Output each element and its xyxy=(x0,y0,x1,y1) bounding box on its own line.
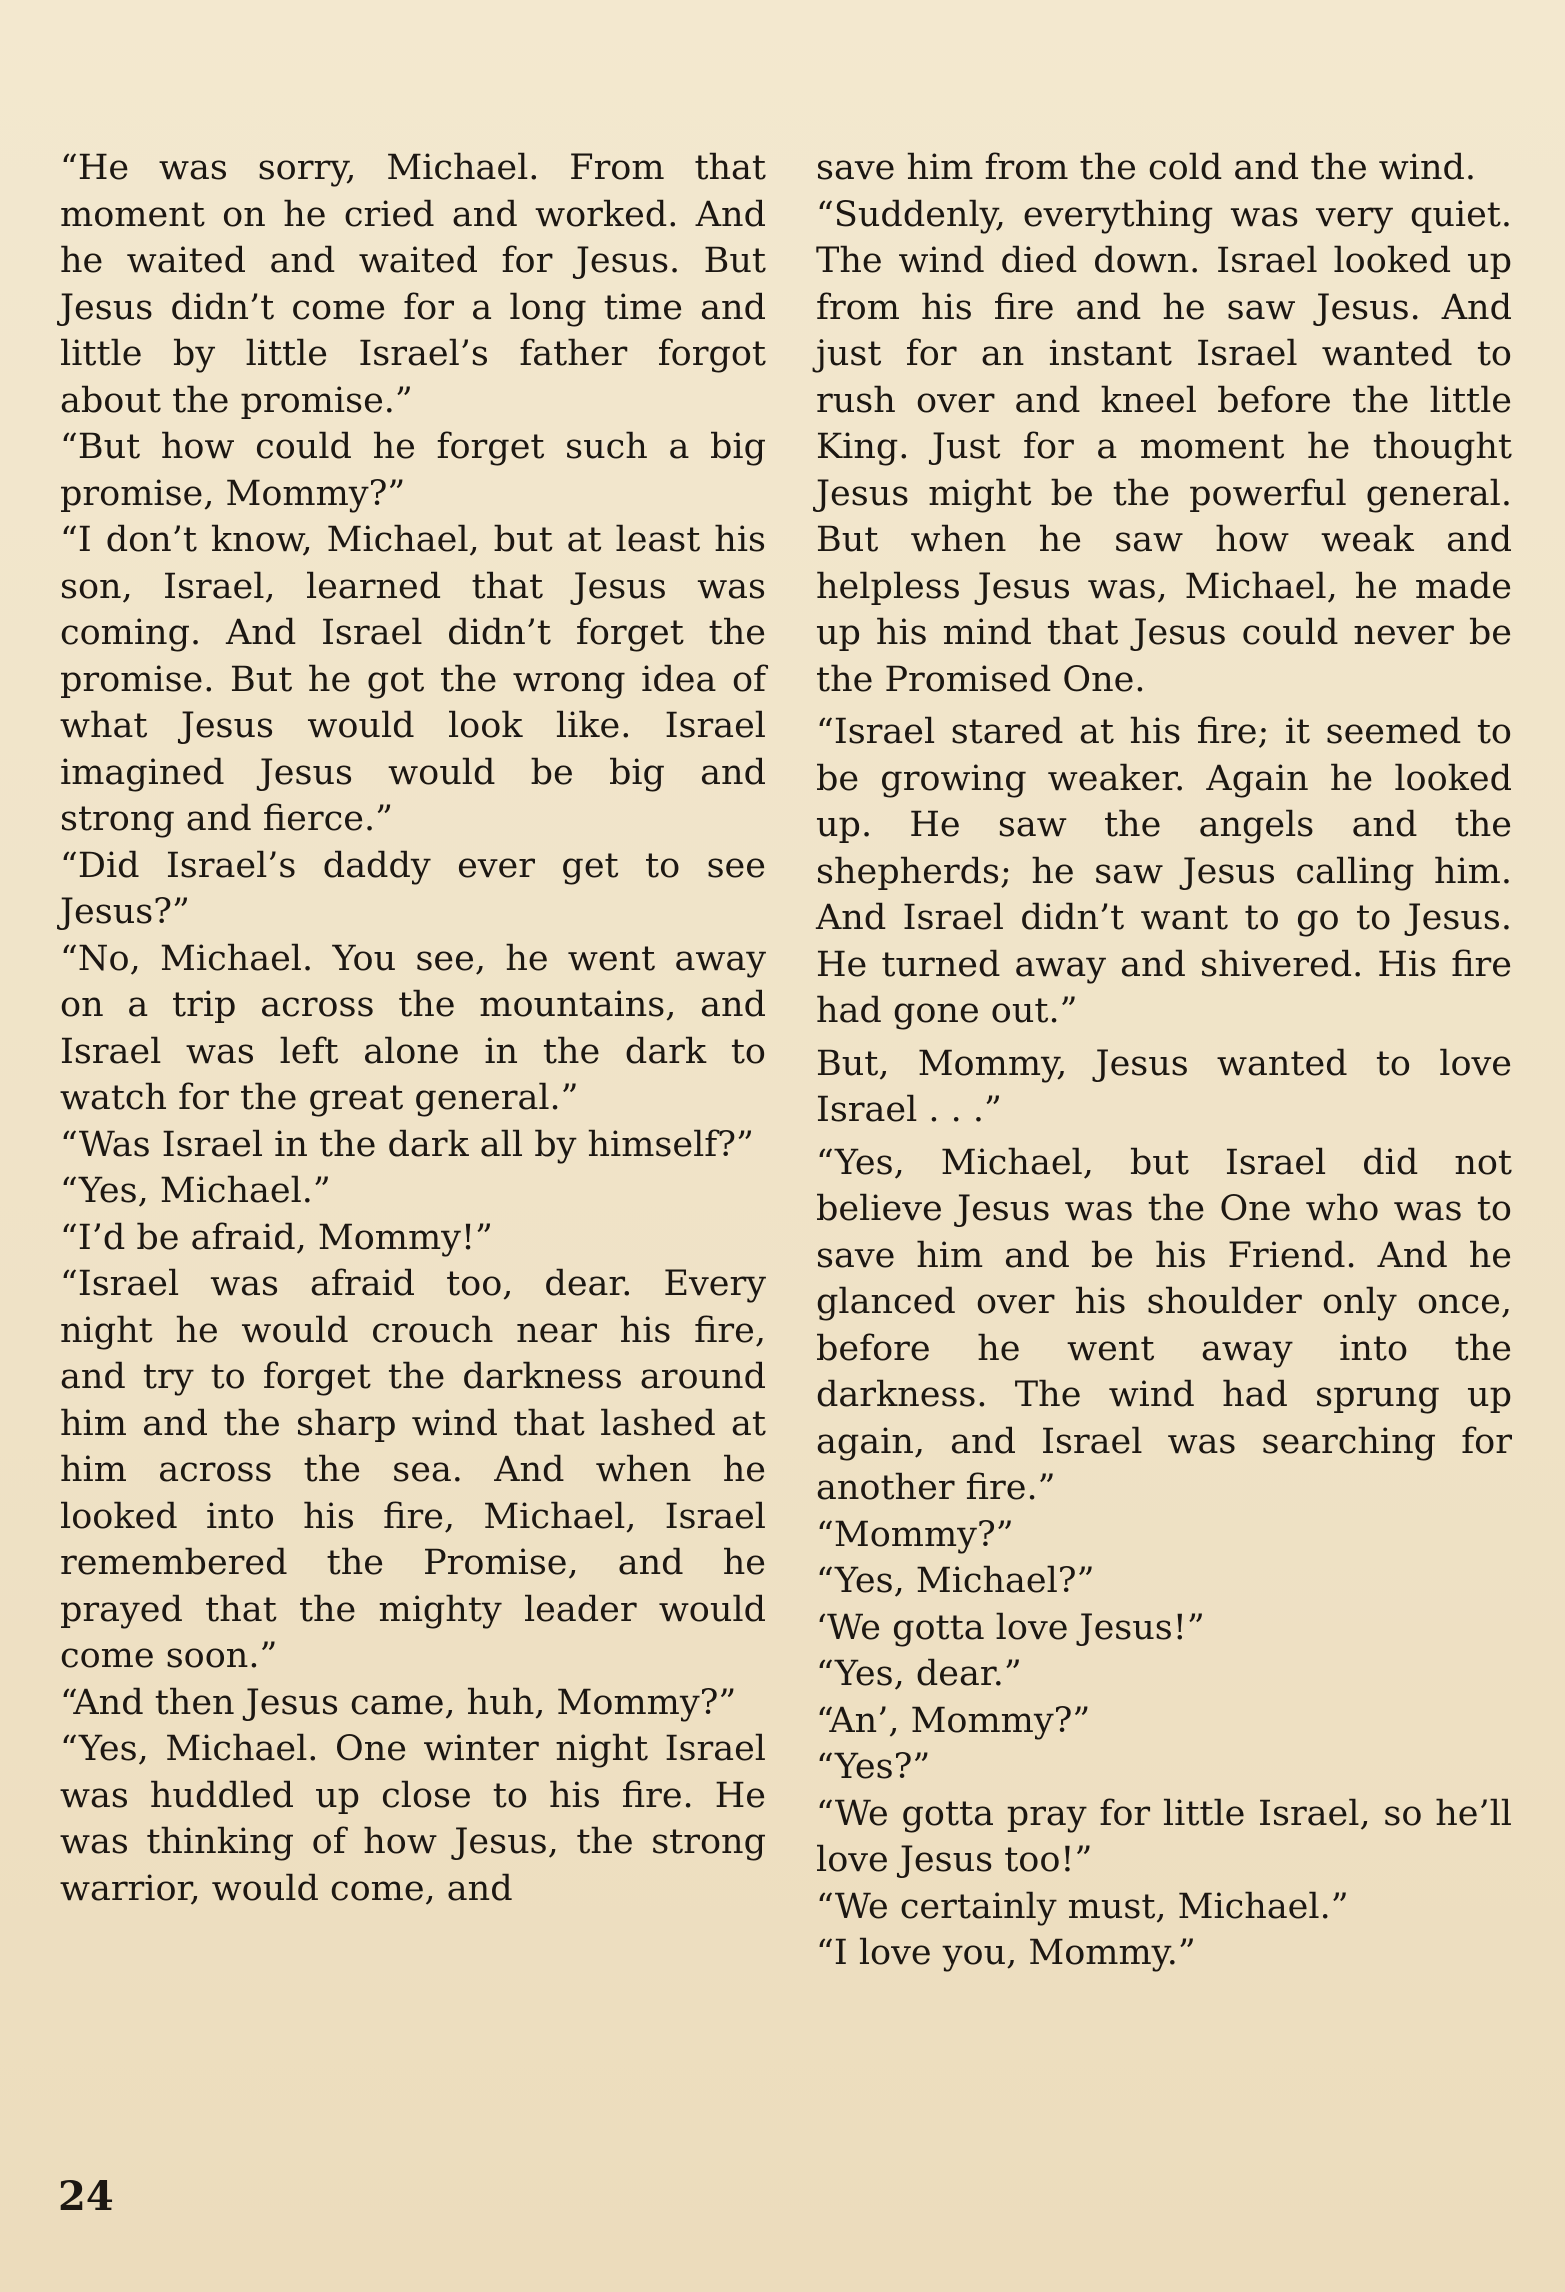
paragraph: “He was sorry, Michael. From that moment on he cried and worked. And he waited and waited for Jesus. But Jesus didn’t come for a long time and little by little Israel’s father forgot about the promise.” xyxy=(60,148,766,421)
paragraph: “I’d be afraid, Mommy!” xyxy=(60,1217,493,1258)
paragraph: “Mommy?” xyxy=(816,1514,1014,1555)
paragraph: “Suddenly, everything was very quiet. The wind died down. Israel looked up from his fire and he saw Jesus. And just for an instant Israel wanted to rush over and kneel before the little King. Just for a moment he thought Jesus might be the powerful general. But when he saw how weak and helpless Jesus was, Michael, he made up his mind that Jesus could never be the Promised One. xyxy=(816,194,1512,700)
paragraph: save him from the cold and the wind. xyxy=(816,148,1477,188)
paragraph: “I love you, Mommy.” xyxy=(816,1933,1196,1973)
paragraph: “Yes, dear.” xyxy=(816,1654,1022,1694)
paragraph: ‘We gotta love Jesus!” xyxy=(816,1607,1205,1648)
paragraph: “No, Michael. You see, he went away on a trip across the mountains, and Israel was left alone in the dark to watch for the great general.” xyxy=(60,938,766,1118)
paragraph: “Yes, Michael. One winter night Israel was huddled up close to his fire. He was thinking of how Jesus, the strong warrior, would come, and xyxy=(60,1729,766,1909)
paragraph: “Israel was afraid too, dear. Every night he would crouch near his fire, and try to forget the darkness around him and the sharp wind that lashed at him across the sea. And when he looked into his fire, Michael, Israel remembered the Promise, and he prayed that the mighty leader would come soon.” xyxy=(60,1264,766,1676)
paragraph: “An’, Mommy?” xyxy=(816,1700,1091,1741)
paragraph: “Yes, Michael.” xyxy=(60,1171,331,1211)
paragraph: “Yes?” xyxy=(816,1747,931,1787)
paragraph: “But how could he forget such a big promise, Mommy?” xyxy=(60,427,766,514)
paragraph: “Yes, Michael?” xyxy=(816,1561,1095,1601)
paragraph: “I don’t know, Michael, but at least his son, Israel, learned that Jesus was coming. And Israel didn’t forget the promise. But he got the wrong idea of what Jesus would look like. Israel imagined Jesus would be big and strong and fierce.” xyxy=(60,520,766,839)
paragraph: “We gotta pray for little Israel, so he’ll love Jesus too!” xyxy=(816,1793,1512,1880)
paragraph: “And then Jesus came, huh, Mommy?” xyxy=(60,1682,737,1723)
paragraph: But, Mommy, Jesus wanted to love Israel . . .” xyxy=(816,1043,1512,1130)
page-number: 24 xyxy=(58,2173,114,2220)
paragraph: “We certainly must, Michael.” xyxy=(816,1886,1349,1927)
paragraph: “Was Israel in the dark all by himself?” xyxy=(60,1124,754,1165)
left-text-column xyxy=(60,145,766,1912)
paragraph: “Did Israel’s daddy ever get to see Jesus?” xyxy=(60,845,766,932)
paragraph: “Israel stared at his fire; it seemed to be growing weaker. Again he looked up. He saw the angels and the shepherds; he saw Jesus calling him. And Israel didn’t want to go to Jesus. He turned away and shivered. His fire had gone out.” xyxy=(816,712,1512,1031)
paragraph: “Yes, Michael, but Israel did not believe Jesus was the One who was to save him and be his Friend. And he glanced over his shoulder only once, before he went away into the darkness. The wind had sprung up again, and Israel was searching for another fire.” xyxy=(816,1142,1512,1508)
right-text-column xyxy=(816,145,1512,1977)
